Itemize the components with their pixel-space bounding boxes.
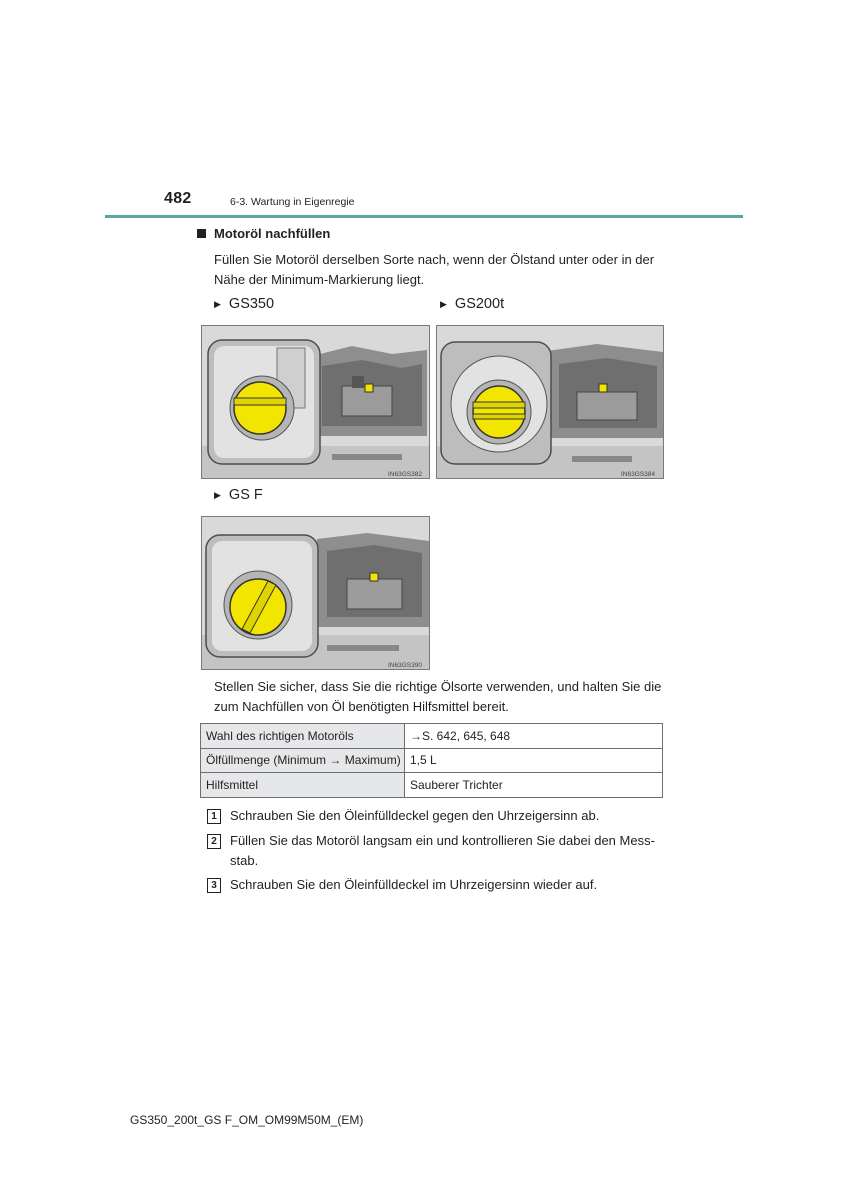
note-paragraph: Stellen Sie sicher, dass Sie die richtige Ölsorte verwenden, und halten Sie die zum Nachfüllen von Öl benötigten Hilfsmittel bereit. <box>214 679 662 714</box>
table-label-cell: Ölfüllmenge (Minimum → Maximum) <box>201 748 405 773</box>
table-value-cell: Sauberer Trichter <box>405 773 663 798</box>
step-number-badge: 3 <box>207 878 221 893</box>
variant-label-gs200t <box>440 296 504 312</box>
variant-label-text: GS200t <box>454 296 505 312</box>
page-number: 482 <box>164 190 192 207</box>
table-value-cell: 1,5 L <box>405 748 663 773</box>
table-row <box>201 748 663 773</box>
step-text: Füllen Sie das Motoröl langsam ein und kontrollieren Sie dabei den Mess-stab. <box>230 833 655 868</box>
variant-label-text: GS350 <box>228 296 275 312</box>
table-row <box>201 724 663 749</box>
table-value-cell: →S. 642, 645, 648 <box>405 724 663 749</box>
footer-document-code: GS350_200t_GS F_OM_OM99M50M_(EM) <box>130 1113 364 1127</box>
variant-label-gs350 <box>214 296 274 312</box>
header-rule <box>105 215 743 218</box>
table-row <box>201 773 663 798</box>
section-title: 6-3. Wartung in Eigenregie <box>230 196 355 208</box>
engine-figure-gs200t <box>436 325 664 479</box>
variant-label-text: GS F <box>228 487 263 503</box>
step-number-badge: 1 <box>207 809 221 824</box>
figure-code: IN63GS382 <box>388 471 422 478</box>
variant-label-gsf <box>214 487 263 503</box>
engine-figure-gs350 <box>201 325 430 479</box>
section-heading <box>197 226 330 241</box>
engine-figure-gsf <box>201 516 430 670</box>
step-1 <box>207 806 665 826</box>
engine-illustration <box>437 326 663 478</box>
square-bullet-icon <box>197 229 206 238</box>
figure-code: IN63GS384 <box>621 471 655 478</box>
oil-info-table <box>200 723 663 798</box>
step-text: Schrauben Sie den Öleinfülldeckel im Uhrzeigersinn wieder auf. <box>230 877 598 892</box>
engine-illustration <box>202 326 429 478</box>
intro-paragraph: Füllen Sie Motoröl derselben Sorte nach, wenn der Ölstand unter oder in der Nähe der Minimum-Markierung liegt. <box>214 252 655 287</box>
table-label-cell: Wahl des richtigen Motoröls <box>201 724 405 749</box>
step-2 <box>207 831 665 870</box>
step-3 <box>207 875 665 895</box>
figure-code: IN63GS390 <box>388 662 422 669</box>
engine-illustration <box>202 517 429 669</box>
section-heading-text: Motoröl nachfüllen <box>214 226 331 241</box>
step-text: Schrauben Sie den Öleinfülldeckel gegen den Uhrzeigersinn ab. <box>230 808 600 823</box>
table-label-cell: Hilfsmittel <box>201 773 405 798</box>
triangle-bullet-icon: ▶ <box>214 298 221 309</box>
triangle-bullet-icon: ▶ <box>214 489 221 500</box>
triangle-bullet-icon: ▶ <box>440 298 447 309</box>
step-number-badge: 2 <box>207 834 221 849</box>
